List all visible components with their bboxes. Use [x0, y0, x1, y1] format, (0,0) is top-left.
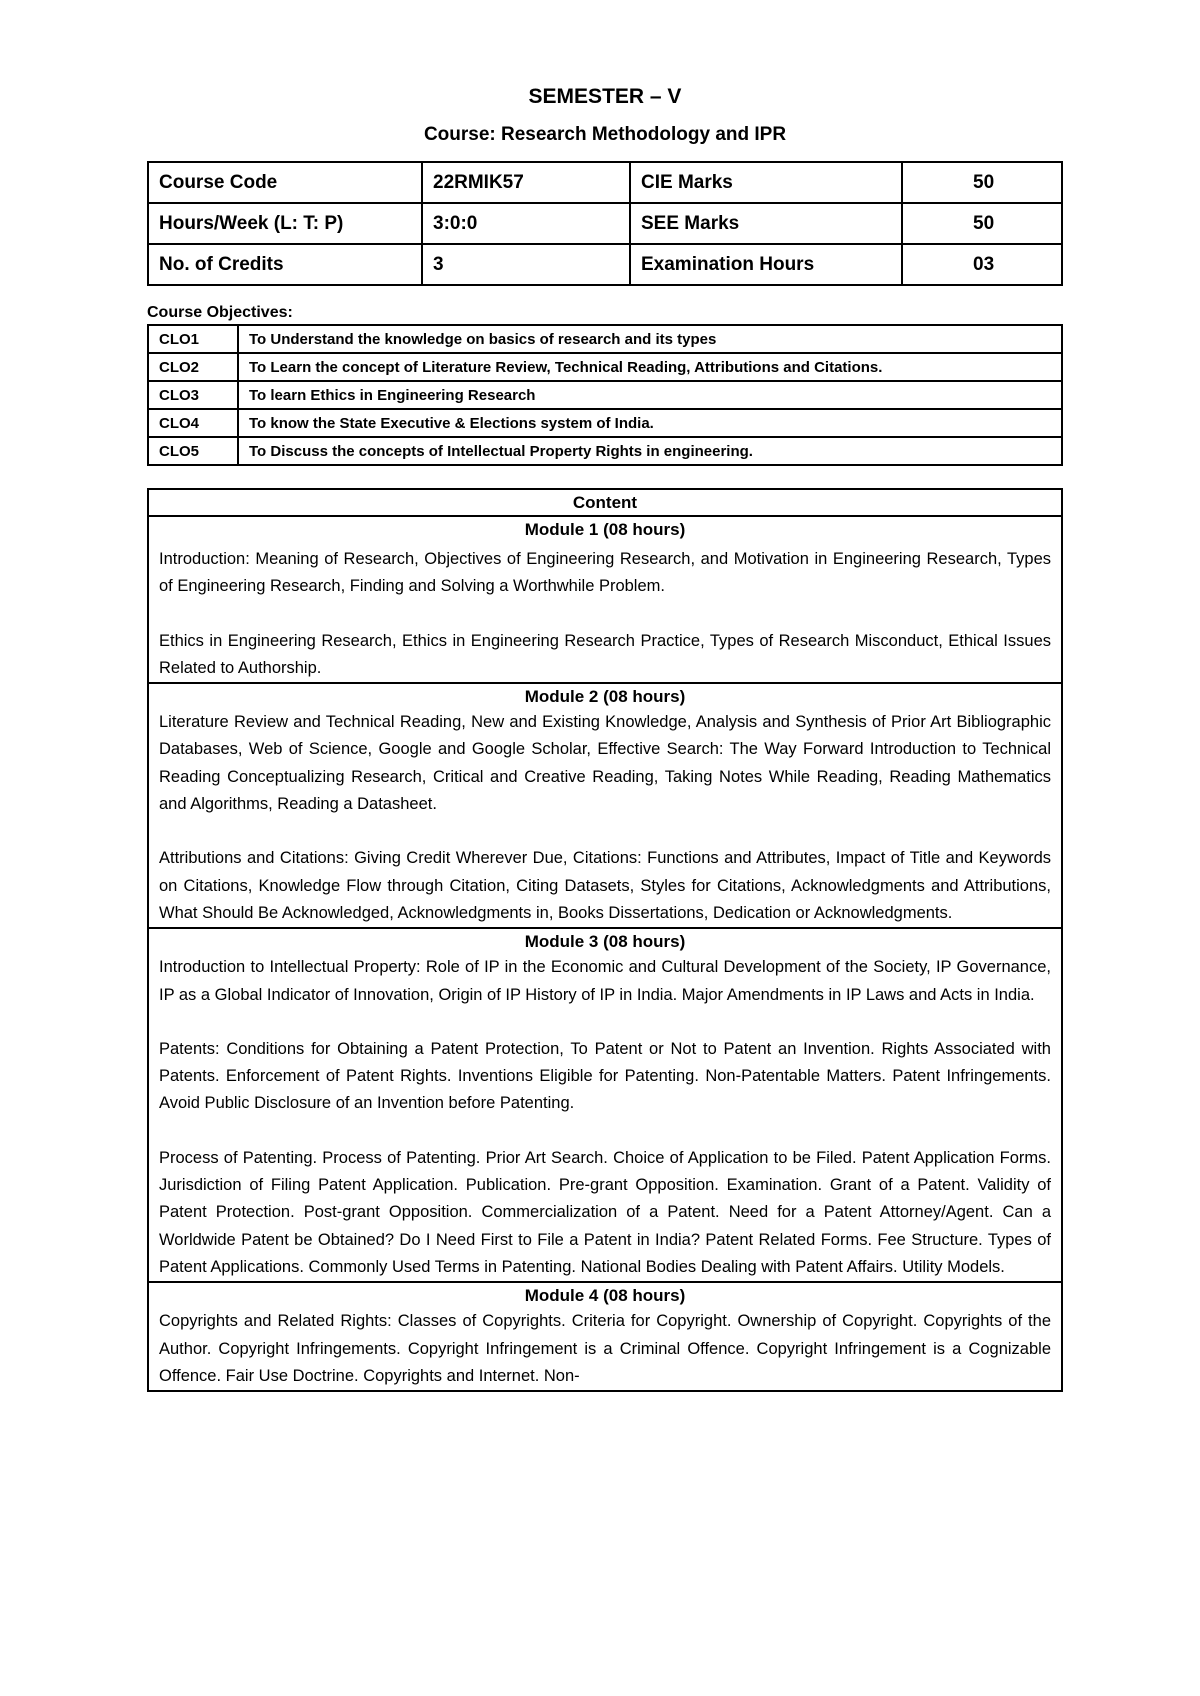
info-label: Hours/Week (L: T: P): [148, 203, 422, 244]
info-value: 3: [422, 244, 630, 285]
module-paragraph: Literature Review and Technical Reading, New and Existing Knowledge, Analysis and Synthesis of Prior Art Bibliographic Databases, Web of Science, Google and Google Scholar, Effective Search: The Way Forward Introduction to Technical Reading Conceptualizing Research, Critical and Creative Reading, Taking Notes While Reading, Reading Mathematics and Algorithms, Reading a Datasheet.: [159, 713, 1051, 814]
objective-code: CLO3: [148, 381, 238, 409]
objective-text: To Discuss the concepts of Intellectual Property Rights in engineering.: [238, 437, 1062, 465]
module-1-cell: [148, 516, 1062, 683]
module-paragraph: Attributions and Citations: Giving Credit Wherever Due, Citations: Functions and Attributes, Impact of Title and Keywords on Citations, Knowledge Flow through Citation, Citing Datasets, Styles for Citations, Acknowledgments and Attributions, What Should Be Acknowledged, Acknowledgments in, Books Dissertations, Dedication or Acknowledgments.: [159, 849, 1051, 922]
info-value: 03: [902, 244, 1062, 285]
module-2-cell: [148, 683, 1062, 928]
info-value: 50: [902, 203, 1062, 244]
module-paragraph: Copyrights and Related Rights: Classes of Copyrights. Criteria for Copyright. Ownership of Copyright. Copyrights of the Author. Copyright Infringements. Copyright Infringement is a Criminal Offence. Copyright Infringement is a Cognizable Offence. Fair Use Doctrine. Copyrights and Internet. Non-: [159, 1312, 1051, 1385]
syllabus-page: [147, 82, 1063, 1392]
module-title: Module 3 (08 hours): [524, 932, 686, 952]
objectives-label: Course Objectives:: [147, 304, 293, 321]
objective-text: To know the State Executive & Elections system of India.: [238, 409, 1062, 437]
info-row: [148, 162, 1062, 203]
objective-text: To Learn the concept of Literature Review, Technical Reading, Attributions and Citations.: [238, 353, 1062, 381]
objective-code: CLO1: [148, 325, 238, 353]
info-label: Course Code: [148, 162, 422, 203]
module-paragraph: Introduction: Meaning of Research, Objectives of Engineering Research, and Motivation in Engineering Research, Types of Engineering Research, Finding and Solving a Worthwhile Problem.: [159, 550, 1051, 596]
objective-row: [148, 437, 1062, 465]
info-value: 22RMIK57: [422, 162, 630, 203]
info-label: Examination Hours: [630, 244, 902, 285]
content-table: [147, 488, 1063, 1392]
objective-text: To learn Ethics in Engineering Research: [238, 381, 1062, 409]
info-row: [148, 203, 1062, 244]
objective-row: [148, 409, 1062, 437]
info-row: [148, 244, 1062, 285]
module-3-cell: [148, 928, 1062, 1282]
module-title: Module 2 (08 hours): [524, 687, 686, 707]
course-title: Course: Research Methodology and IPR: [423, 124, 787, 145]
module-paragraph: Introduction to Intellectual Property: Role of IP in the Economic and Cultural Development of the Society, IP Governance, IP as a Global Indicator of Innovation, Origin of IP History of IP in India. Major Amendments in IP Laws and Acts in India.: [159, 958, 1051, 1004]
objective-code: CLO4: [148, 409, 238, 437]
info-value: 3:0:0: [422, 203, 630, 244]
semester-title: SEMESTER – V: [528, 85, 682, 108]
module-paragraph: Ethics in Engineering Research, Ethics in Engineering Research Practice, Types of Research Misconduct, Ethical Issues Related to Authorship.: [159, 631, 1051, 677]
module-paragraph: Patents: Conditions for Obtaining a Patent Protection, To Patent or Not to Patent an Invention. Rights Associated with Patents. Enforcement of Patent Rights. Inventions Eligible for Patenting. Non-Patentable Matters. Patent Infringements. Avoid Public Disclosure of an Invention before Patenting.: [159, 1039, 1051, 1113]
objective-text: To Understand the knowledge on basics of research and its types: [238, 325, 1062, 353]
objective-row: [148, 325, 1062, 353]
info-label: SEE Marks: [630, 203, 902, 244]
content-header: Content: [148, 489, 1062, 516]
objective-code: CLO5: [148, 437, 238, 465]
module-4-cell: [148, 1282, 1062, 1391]
module-title: Module 1 (08 hours): [524, 520, 686, 539]
info-label: No. of Credits: [148, 244, 422, 285]
objective-row: [148, 381, 1062, 409]
objective-row: [148, 353, 1062, 381]
info-label: CIE Marks: [630, 162, 902, 203]
objective-code: CLO2: [148, 353, 238, 381]
objectives-table: [147, 324, 1063, 466]
module-paragraph: Process of Patenting. Process of Patenting. Prior Art Search. Choice of Application to be Filed. Patent Application Forms. Jurisdiction of Filing Patent Application. Publication. Pre-grant Opposition. Examination. Grant of a Patent. Validity of Patent Protection. Post-grant Opposition. Commercialization of a Patent. Need for a Patent Attorney/Agent. Can a Worldwide Patent be Obtained? Do I Need First to File a Patent in India? Patent Related Forms. Fee Structure. Types of Patent Applications. Commonly Used Terms in Patenting. National Bodies Dealing with Patent Affairs. Utility Models.: [159, 1148, 1051, 1276]
course-info-table: [147, 161, 1063, 286]
info-value: 50: [902, 162, 1062, 203]
module-title: Module 4 (08 hours): [524, 1286, 686, 1306]
